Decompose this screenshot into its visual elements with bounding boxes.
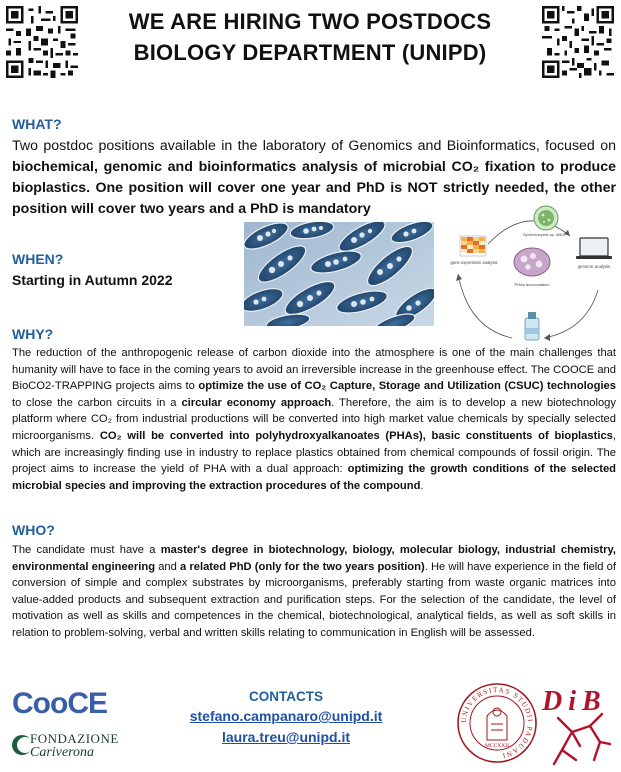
diagram-label-left: gene expression analysis <box>450 260 498 265</box>
why-part-2: to close the carbon circuits in a <box>12 396 177 409</box>
what-bold-text: biochemical, genomic and bioinformatics analysis of microbial CO₂ fixation to produce bioplastics. One position will cover one year and PhD is NOT strictly needed, the other position will cover two years and a PhD is mandatory <box>12 159 616 217</box>
diagram-label-top: Synechocystis sp. 6803 <box>522 232 566 237</box>
email-link-treu[interactable]: laura.treu@unipd.it <box>222 729 350 745</box>
dib-logo-text: DiB <box>542 686 607 717</box>
title-line-2: BIOLOGY DEPARTMENT (UNIPD) <box>133 40 487 65</box>
fondazione-logo <box>10 728 120 762</box>
what-intro: Two postdoc positions available in the laboratory of Genomics and Bioinformatics, focused on <box>12 138 616 154</box>
qr-code-right <box>542 6 614 78</box>
microscopy-image <box>244 222 434 326</box>
petri-dish-icon <box>534 206 558 230</box>
email-link-campanaro[interactable]: stefano.campanaro@unipd.it <box>189 708 383 724</box>
who-part-1: The candidate must have a <box>12 544 156 556</box>
seal-text: UNIVERSITAS STUDII PADUANI <box>459 685 535 760</box>
heatmap-icon <box>460 236 486 256</box>
qr-code-left <box>6 6 78 78</box>
why-part-4: , which are increasingly finding use in industry to replace plastics obtained from chemical compounds of fossil origin. The project aims to increase the yield of PHA with a dual approach: <box>12 429 616 476</box>
title-line-1: WE ARE HIRING TWO POSTDOCS <box>128 9 492 34</box>
seal-year: MCCXXII <box>485 743 509 749</box>
cooce-logo <box>10 684 120 720</box>
pha-cell-icon <box>514 248 550 276</box>
fondazione-city: Cariverona <box>30 745 95 760</box>
why-part-3: . Therefore, the aim is to develop a new biotechnology platform where CO₂ from industrial productions will be converted into high market value chemicals by specially selected microorganisms. <box>12 396 616 442</box>
why-bold-1: optimize the use of CO₂ Capture, Storage and Utilization (CSUC) technologies <box>198 380 617 393</box>
dib-logo <box>540 684 618 768</box>
who-text <box>12 542 616 642</box>
who-part-2: and <box>158 560 177 573</box>
bottle-icon <box>525 312 539 340</box>
who-part-3: . He will have experience in the field of conversion of simple and complex substrates by microorganisms, preferably starting from waste organic matrices into value-added products and subsequent extraction and purification steps. For the selection of the candidate, the level of motivation as well as skills and competences in the chemical, biotechnological, analytical fields, as well as soft skills in relation to problem-solving, verbal and written skills relating to communication in English will be assessed. <box>12 560 616 639</box>
why-heading: WHY? <box>12 326 54 342</box>
why-part-5: . <box>420 479 424 492</box>
when-heading: WHEN? <box>12 251 64 267</box>
cycle-diagram <box>448 204 618 346</box>
cooce-logo-text: CooCE <box>12 687 107 720</box>
diagram-label-right: genomic analysis <box>577 264 611 269</box>
university-seal-logo <box>456 680 538 766</box>
fondazione-name: FONDAZIONE <box>30 731 119 746</box>
diagram-label-center: PHAs accumulation <box>514 282 550 287</box>
page-title <box>90 6 530 68</box>
laptop-icon <box>576 238 612 259</box>
who-bold-1: master's degree in biotechnology, biology, molecular biology, industrial chemistry, environmental engineering <box>12 544 616 573</box>
why-bold-3: CO₂ will be converted into polyhydroxyalkanoates (PHAs), basic constituents of bioplastics <box>99 429 613 442</box>
why-part-1: The reduction of the anthropogenic release of carbon dioxide into the atmosphere is one of the main challenges that humanity will have to face in the coming years to avoid an irreversible increase in the greenhouse effect. The COOCE and BioCO2-TRAPPING projects aims to <box>12 347 616 393</box>
when-text: Starting in Autumn 2022 <box>12 272 173 288</box>
who-bold-2: a related PhD (only for the two years position) <box>180 560 425 573</box>
why-bold-2: circular economy approach <box>181 396 332 409</box>
contacts-heading: CONTACTS <box>249 689 323 704</box>
fondazione-mark-icon <box>10 730 32 760</box>
why-bold-4: optimizing the growth conditions of the selected microbial species and improving the extraction procedures of the compound <box>12 463 617 492</box>
why-text <box>12 345 616 494</box>
contacts-block <box>170 688 402 748</box>
what-heading: WHAT? <box>12 116 62 132</box>
who-heading: WHO? <box>12 522 55 538</box>
